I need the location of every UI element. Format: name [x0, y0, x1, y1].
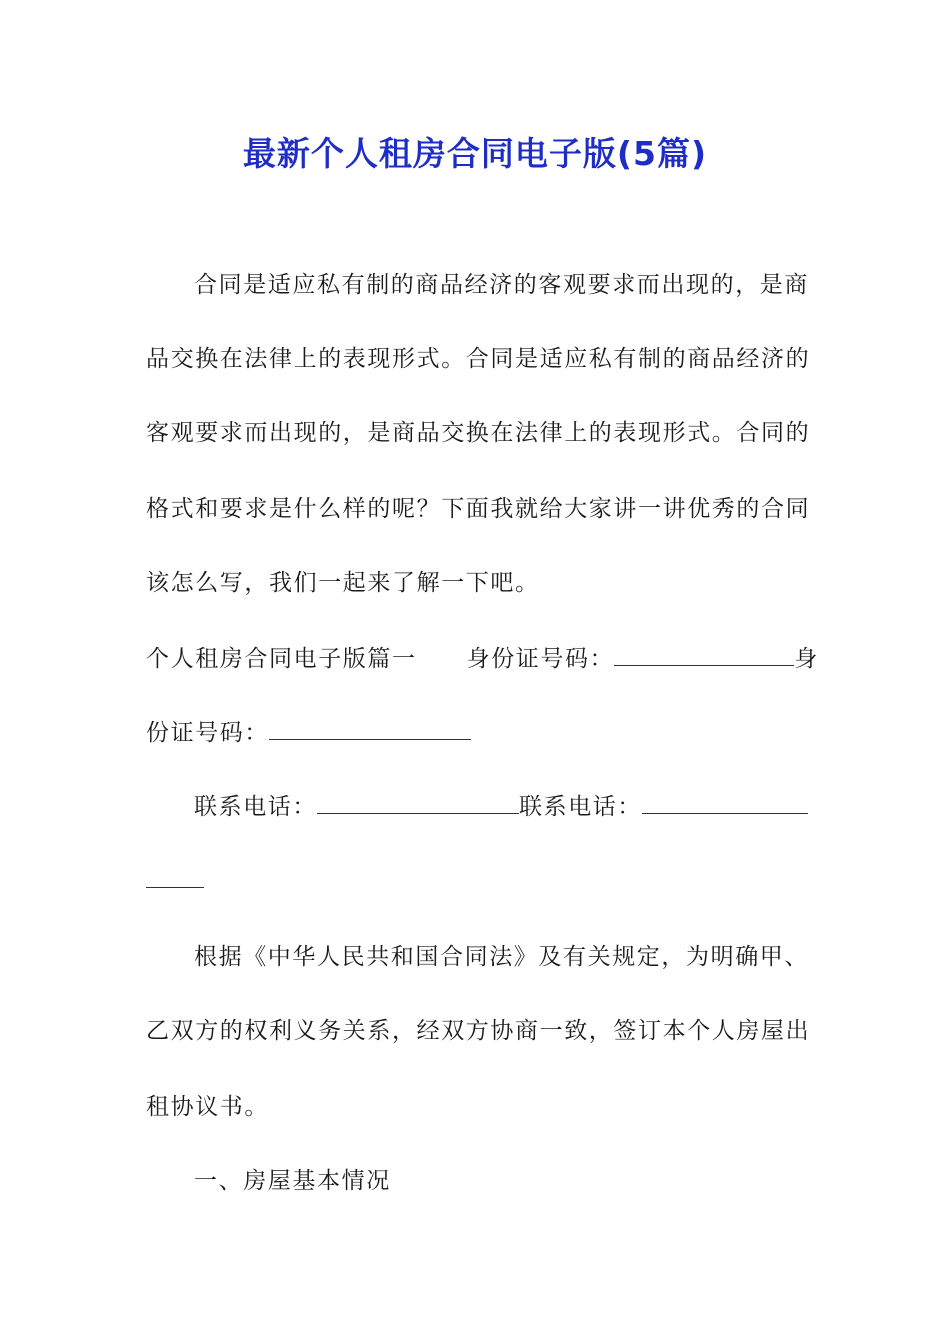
phone-field-2[interactable] [642, 793, 808, 814]
intro-line: 品交换在法律上的表现形式。合同是适应私有制的商品经济的 [146, 346, 811, 372]
document-title: 最新个人租房合同电子版(5篇) [242, 134, 708, 173]
section-heading: 个人租房合同电子版篇一 [146, 646, 417, 672]
id-row-2 [146, 718, 806, 748]
id-field-1[interactable] [614, 645, 794, 666]
intro-line: 合同是适应私有制的商品经济的客观要求而出现的，是商 [194, 272, 809, 298]
phone-label-1: 联系电话： [194, 794, 317, 820]
id-label-1: 身份证号码： [466, 646, 615, 672]
intro-line: 该怎么写，我们一起来了解一下吧。 [146, 570, 540, 596]
intro-line: 客观要求而出现的，是商品交换在法律上的表现形式。合同的 [146, 420, 811, 446]
phone-row [194, 792, 814, 822]
phone-field-1[interactable] [317, 793, 519, 814]
id-label-2-prefix: 身 [794, 646, 819, 672]
section-heading-row [146, 644, 819, 674]
id-label-2: 份证号码： [146, 720, 269, 746]
basis-line: 乙双方的权利义务关系，经双方协商一致，签订本个人房屋出 [146, 1018, 811, 1044]
basis-line: 租协议书。 [146, 1094, 269, 1120]
intro-line: 格式和要求是什么样的呢？下面我就给大家讲一讲优秀的合同 [146, 496, 811, 522]
basis-line: 根据《中华人民共和国合同法》及有关规定，为明确甲、 [194, 944, 809, 970]
phone-field-2-continuation[interactable] [146, 867, 204, 888]
id-field-2[interactable] [269, 719, 471, 740]
phone-label-2: 联系电话： [519, 794, 642, 820]
clause-heading: 一、房屋基本情况 [194, 1168, 391, 1194]
phone-row-continuation [146, 866, 806, 896]
